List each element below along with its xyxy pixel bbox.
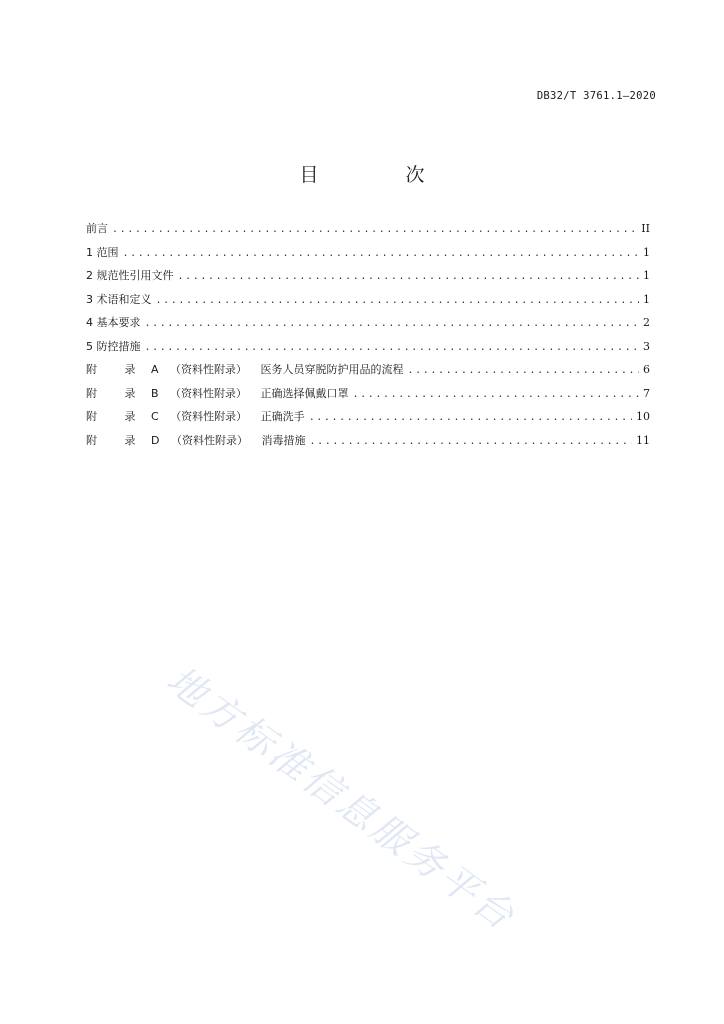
- toc-entry-annex-c[interactable]: [86, 408, 650, 432]
- toc-entry-prevention-measures[interactable]: [86, 338, 650, 362]
- toc-entry-basic-requirements[interactable]: [86, 314, 650, 338]
- toc-entry-foreword[interactable]: [86, 220, 650, 244]
- toc-entry-normative-references[interactable]: [86, 267, 650, 291]
- toc-entry-page: 2: [643, 316, 650, 329]
- toc-leader-dots: [353, 389, 639, 400]
- annex-title: 正确选择佩戴口罩: [260, 386, 349, 400]
- toc-entry-page: 1: [643, 292, 650, 306]
- annex-title: 正确洗手: [260, 410, 305, 423]
- toc-entry-annex-b[interactable]: [86, 385, 650, 409]
- toc-entry-page: 7: [643, 386, 650, 400]
- toc-leader-dots: [309, 412, 632, 423]
- toc-entry-annex-d[interactable]: [86, 432, 650, 456]
- toc-entry-label: 1 范围: [86, 245, 119, 259]
- toc-entry-page: 1: [643, 269, 650, 282]
- document-code: DB32/T 3761.1—2020: [536, 90, 656, 102]
- annex-letter: C: [151, 410, 159, 423]
- annex-type: （资料性附录）: [170, 433, 248, 447]
- annex-type: （资料性附录）: [170, 363, 248, 376]
- annex-word: 附 录: [86, 410, 148, 423]
- toc-entry-page: 10: [636, 410, 650, 423]
- annex-word: 附 录: [86, 433, 148, 447]
- annex-word: 附 录: [86, 386, 148, 400]
- annex-title: 医务人员穿脱防护用品的流程: [260, 363, 404, 376]
- toc-entry-page: 11: [636, 433, 650, 447]
- page-title: 目 次: [299, 164, 459, 186]
- toc-entry-label: 前言: [86, 222, 108, 235]
- toc-leader-dots: [145, 342, 640, 353]
- annex-type: （资料性附录）: [170, 386, 248, 400]
- table-of-contents: [86, 220, 650, 455]
- toc-entry-scope[interactable]: [86, 244, 650, 268]
- annex-letter: A: [151, 363, 159, 376]
- toc-leader-dots: [408, 365, 639, 376]
- toc-entry-terms-definitions[interactable]: [86, 291, 650, 315]
- toc-leader-dots: [309, 436, 632, 447]
- toc-entry-page: II: [641, 222, 650, 235]
- toc-entry-label: [86, 408, 305, 424]
- toc-entry-label: 2 规范性引用文件: [86, 269, 174, 282]
- annex-title: 消毒措施: [261, 433, 306, 447]
- toc-leader-dots: [178, 271, 640, 282]
- toc-entry-label: 4 基本要求: [86, 316, 141, 329]
- toc-entry-page: 1: [643, 245, 650, 259]
- toc-entry-page: 3: [643, 339, 650, 353]
- toc-entry-label: [86, 385, 349, 401]
- annex-word: 附 录: [86, 363, 148, 376]
- watermark-text: 地方标准信息服务平台: [158, 657, 525, 940]
- toc-entry-label: [86, 361, 404, 377]
- toc-leader-dots: [145, 318, 640, 329]
- toc-leader-dots: [156, 295, 640, 306]
- annex-type: （资料性附录）: [170, 410, 248, 423]
- toc-entry-label: 3 术语和定义: [86, 292, 152, 306]
- toc-entry-label: 5 防控措施: [86, 339, 141, 353]
- toc-entry-annex-a[interactable]: [86, 361, 650, 385]
- toc-leader-dots: [123, 248, 640, 259]
- annex-letter: D: [151, 433, 160, 447]
- toc-entry-page: 6: [643, 363, 650, 376]
- toc-leader-dots: [112, 224, 637, 235]
- toc-entry-label: [86, 432, 305, 448]
- annex-letter: B: [151, 386, 159, 400]
